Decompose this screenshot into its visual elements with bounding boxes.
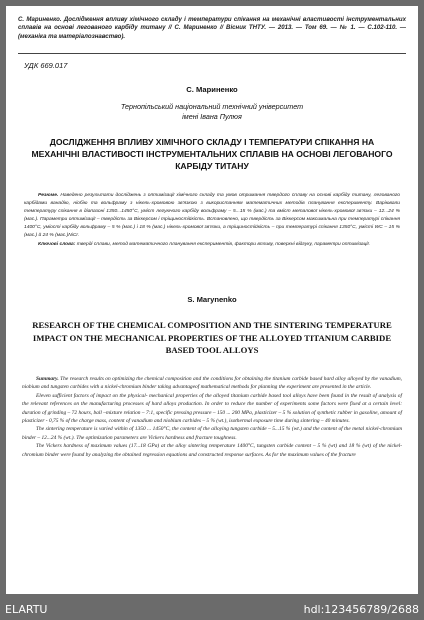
abstract-uk — [24, 192, 400, 249]
keywords-uk-body: тверді сплави, метод математичного планування експериментів, фактори впливу, поверхні відгуку, параметри оптимізації. — [76, 241, 370, 247]
udk-code: УДК 669.017 — [24, 61, 68, 70]
author-uk: С. Мариненко — [186, 85, 238, 94]
summary-en-paragraph-2: Eleven sufficient factors of impact on the physical- mechanical properties of the alloyed titanium carbide based tool alloys have been found in the result of analysis of the relevant references on the manufacturing processes of hard alloys production. In order to reduce the number of experiments some factors were fixed at a certain level: duration of grinding – 72 hours, ball –mixture relation – 7:1, specific pressing pressure – 150 ... 200 MPa, plasticizer – 5 % solution of synthetic rubber in gasoline, amount of plasticizer - 0,75 % of the charge mass, content of vanadium and niobium carbides – 5 % (wt.), isothermal exposure time during sintering – 40 minutes. — [22, 392, 402, 425]
keywords-uk-paragraph — [24, 241, 400, 249]
title-en: RESEARCH OF THE CHEMICAL COMPOSITION AND THE SINTERING TEMPERATURE IMPACT ON THE MECHANICAL PROPERTIES OF THE ALLOYED TITANIUM CARBIDE BASED TOOL ALLOYS — [32, 320, 392, 356]
abstract-uk-paragraph — [24, 192, 400, 241]
summary-en-paragraph-4: The Vickers hardness of maximum values (17...18 GPa) at the alloy sintering temperature 1400°С, tungsten carbide content – 5 % (wt) and 18 % (wt) of the nickel-chromium binder were found by analyzing the obtained regression equations and constructed response surfaces. As for the maximum values of the fracture — [22, 443, 402, 458]
abstract-uk-lead: Резюме. — [38, 193, 59, 198]
affiliation-uk-line2: імені Івана Пулюя — [182, 112, 242, 121]
keywords-uk-lead: Ключові слова: — [38, 241, 76, 247]
abstract-uk-body: Наведено результати досліджень з оптимізації хімічного складу та умов отримання твердого сплаву на основі карбіду титану, легованого карбідами ванадію, ніобію та вольфраму з нікель-хромовою зв'язкою з використанням математичних методів планування експерименту. Варіювали температуру спікання в діапазоні 1350...1450°С, уміст легуючого карбіду вольфраму – 5...15 % (мас.) та вміст металової нікель-хромової зв'язки – 12...24 % (мас.). Параметри оптимізації – твердість за Віккерсом і тріщиностійкість. Встановлено, що твердість за Віккерсом максимальна при температурі спікання 1400°С, уміості карбіду вольфраму – 5 % (мас.) і 18 % (мас.) нікель-хромової зв'язки, а тріщиностійкість – при температурі спікання 1350°С, умісті WC – 15 % (мас.) й 24 % (мас.)NiCr. — [24, 193, 401, 239]
header-divider — [18, 53, 406, 54]
summary-en-paragraph-1 — [22, 375, 402, 392]
handle-label: hdl:123456789/2688 — [303, 603, 419, 616]
summary-en-paragraph-3: The sintering temperature is varied within of 1350 ... 1450°С, the content of the alloying tungsten carbide – 5...15 % (wt.) and the content of the metal nickel-chromium binder – 12...24 % (wt.). The optimization parameters are Vickers hardness and fracture toughness. — [22, 426, 402, 441]
viewer-footer — [0, 600, 424, 620]
document-page — [6, 6, 418, 594]
summary-en-lead: Summary. — [36, 376, 59, 382]
summary-en — [22, 375, 402, 459]
citation-header: С. Мариненко. Дослідження впливу хімічного складу і температури спікання на механічні властивості інструментальних сплавів на основі легованого карбіду титану // С. Мариненко // Вісник ТНТУ. — 2013. — Том 69. — № 1. — С.102-110. — (механіка та матеріалознавство). — [18, 16, 406, 40]
author-en: S. Marynenko — [187, 295, 237, 304]
repository-label: ELARTU — [5, 603, 48, 616]
title-uk: ДОСЛІДЖЕННЯ ВПЛИВУ ХІМІЧНОГО СКЛАДУ І ТЕМПЕРАТУРИ СПІКАННЯ НА МЕХАНІЧНІ ВЛАСТИВОСТІ ІНСТРУМЕНТАЛЬНИХ СПЛАВІВ НА ОСНОВІ ЛЕГОВАНОГО КАРБІДУ ТИТАНУ — [31, 137, 393, 171]
summary-en-p1: The research results on optimizing the chemical composition and the conditions for obtaining the titanium carbide based hard alloy alloyed by the vanadium, niobium and tungsten carbides with a nickel-chromium binder taking advantageof mathematical methods for planning the experiment are presented in the article. — [22, 376, 402, 391]
affiliation-uk-line1: Тернопільський національний технічний університет — [120, 102, 304, 111]
